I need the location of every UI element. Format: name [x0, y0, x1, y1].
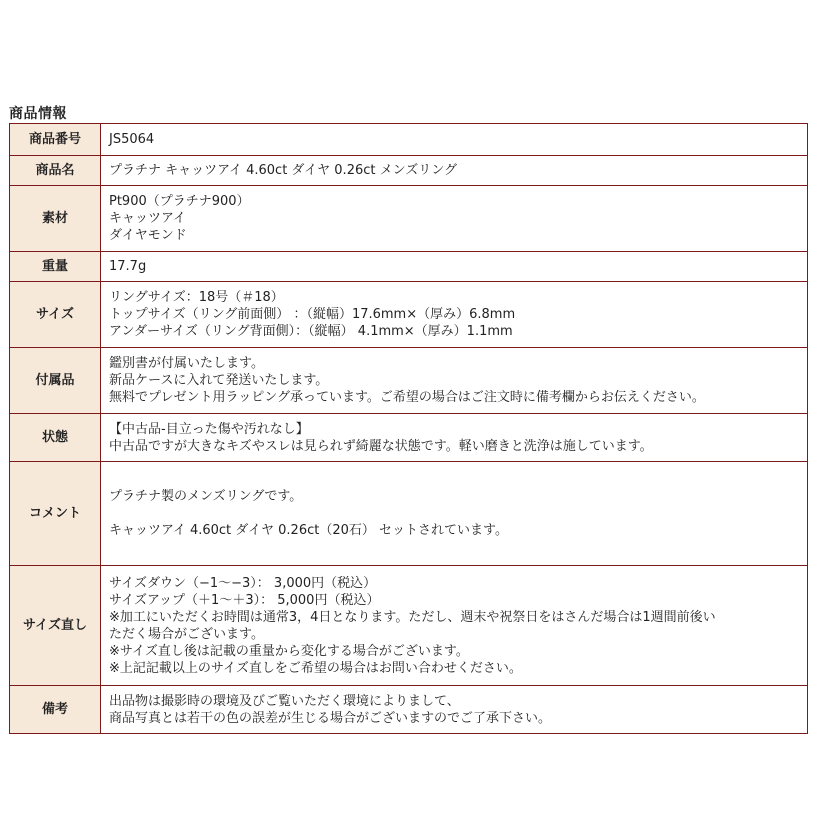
- material-line: キャッツアイ: [109, 211, 186, 226]
- row-label-resize: サイズ直し: [10, 566, 101, 686]
- product-condition: [101, 414, 808, 462]
- table-row: [10, 462, 808, 566]
- row-label-size: サイズ: [10, 282, 101, 348]
- product-material: [101, 186, 808, 252]
- product-notes: [101, 686, 808, 734]
- accessories-line: 新品ケースに入れて発送いたします。: [109, 373, 329, 388]
- condition-line: 【中古品-目立った傷や汚れなし】: [109, 421, 309, 437]
- comment-spacer: [109, 505, 807, 522]
- row-label-name: 商品名: [10, 156, 101, 186]
- product-info-table: [9, 123, 808, 734]
- product-accessories: [101, 348, 808, 414]
- table-row: [10, 414, 808, 462]
- table-row: [10, 348, 808, 414]
- row-label-weight: 重量: [10, 252, 101, 282]
- comment-line: プラチナ製のメンズリングです。: [109, 489, 303, 504]
- row-label-condition: 状態: [10, 414, 101, 462]
- resize-line: ※上記記載以上のサイズ直しをご希望の場合はお問い合わせください。: [109, 660, 522, 676]
- row-label-code: 商品番号: [10, 124, 101, 156]
- table-row: [10, 566, 808, 686]
- condition-line: 中古品ですが大きなキズやスレは見られず綺麗な状態です。軽い磨きと洗浄は施しています。: [109, 438, 653, 454]
- material-line: ダイヤモンド: [109, 228, 187, 243]
- table-row: [10, 686, 808, 734]
- table-row: [10, 282, 808, 348]
- size-line: アンダーサイズ（リング背面側）：（縦幅） 4.1mm×（厚み）1.1mm: [109, 324, 513, 339]
- notes-line: 出品物は撮影時の環境及びご覧いただく環境によりまして、: [109, 693, 460, 709]
- section-title: 商品情報: [9, 106, 67, 122]
- product-resize: [101, 566, 808, 686]
- row-label-accessories: 付属品: [10, 348, 101, 414]
- row-label-comment: コメント: [10, 462, 101, 566]
- table-row: [10, 252, 808, 282]
- size-line: トップサイズ（リング前面側） ：（縦幅）17.6mm×（厚み）6.8mm: [109, 307, 516, 322]
- row-label-material: 素材: [10, 186, 101, 252]
- product-comment: [101, 462, 808, 566]
- product-code: JS5064: [101, 124, 808, 156]
- product-name: プラチナ キャッツアイ 4.60ct ダイヤ 0.26ct メンズリング: [101, 156, 808, 186]
- product-weight: 17.7g: [101, 252, 808, 282]
- table-row: [10, 124, 808, 156]
- resize-line: サイズダウン（−1〜−3）： 3,000円（税込）: [109, 575, 377, 591]
- table-row: [10, 186, 808, 252]
- resize-line: サイズアップ（＋1〜＋3）： 5,000円（税込）: [109, 592, 380, 608]
- notes-line: 商品写真とは若干の色の誤差が生じる場合がございますのでご了承下さい。: [109, 710, 552, 726]
- size-line: リングサイズ：18号（＃18）: [109, 290, 284, 305]
- accessories-line: 鑑別書が付属いたします。: [109, 356, 264, 371]
- table-row: [10, 156, 808, 186]
- product-size: [101, 282, 808, 348]
- material-line: Pt900（プラチナ900）: [109, 194, 250, 209]
- accessories-line: 無料でプレゼント用ラッピング承っています。ご希望の場合はご注文時に備考欄からお伝えください。: [109, 390, 705, 405]
- resize-line: ※サイズ直し後は記載の重量から変化する場合がございます。: [109, 643, 469, 659]
- comment-line: キャッツアイ 4.60ct ダイヤ 0.26ct（20石） セットされています。: [109, 523, 508, 538]
- row-label-notes: 備考: [10, 686, 101, 734]
- resize-line: ※加工にいただくお時間は通常3，4日となります。ただし、週末や祝祭日をはさんだ場合は1週間前後い: [109, 609, 716, 625]
- resize-line: ただく場合がございます。: [109, 626, 264, 642]
